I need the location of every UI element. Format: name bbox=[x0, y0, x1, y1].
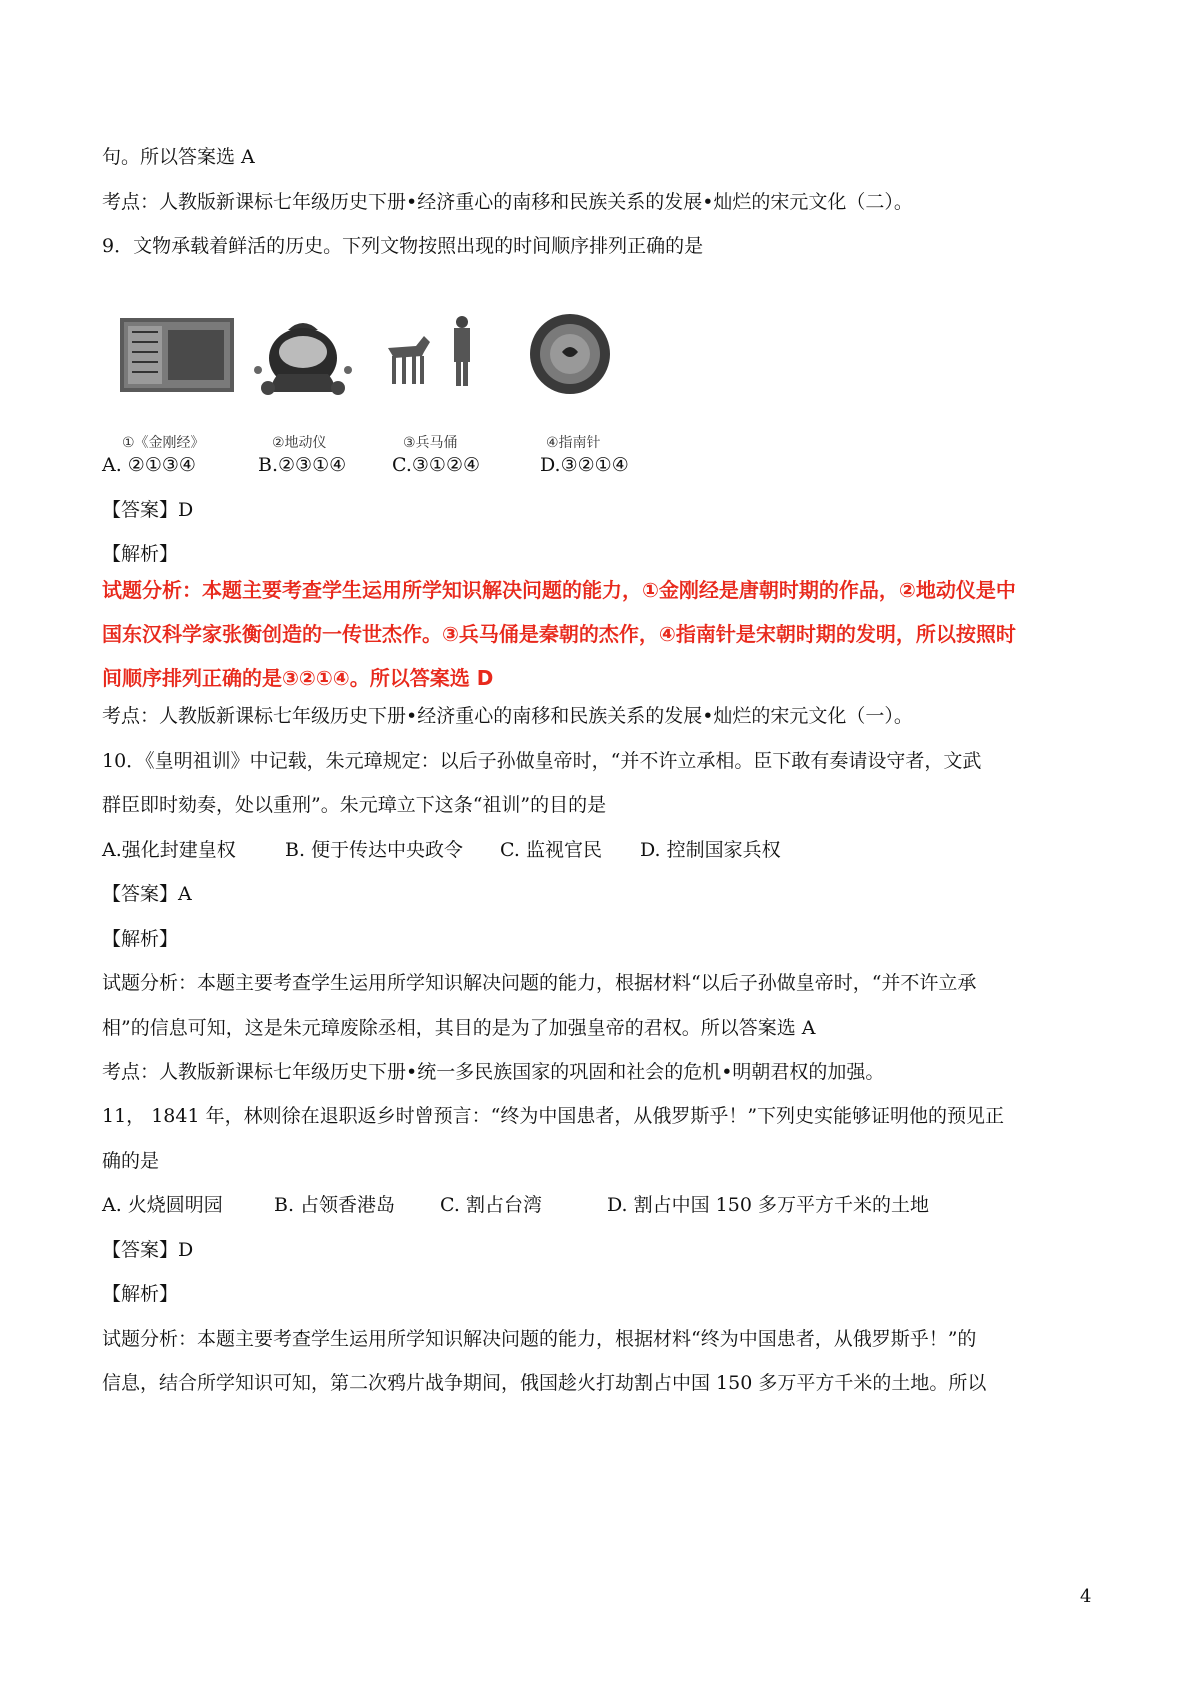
exam-point-10: 考点：人教版新课标七年级历史下册•统一多民族国家的巩固和社会的危机•明朝君权的加强。 bbox=[102, 1061, 885, 1083]
analysis-10-line-1: 试题分析：本题主要考查学生运用所学知识解决问题的能力，根据材料“以后子孙做皇帝时，“并不许立承 bbox=[102, 972, 977, 994]
question-11-line-2: 确的是 bbox=[102, 1150, 160, 1172]
question-11-line-1: 11， 1841 年，林则徐在退职返乡时曾预言：“终为中国患者，从俄罗斯乎！”下列史实能够证明他的预见正 bbox=[102, 1105, 1005, 1127]
option-10a: A.强化封建皇权 bbox=[102, 839, 236, 861]
seismograph-image bbox=[254, 323, 352, 395]
option-11d: D. 割占中国 150 多万平方千米的土地 bbox=[607, 1194, 929, 1216]
analysis-10-line-2: 相”的信息可知，这是朱元璋废除丞相，其目的是为了加强皇帝的君权。所以答案选 A bbox=[102, 1017, 816, 1039]
diamond-sutra-image bbox=[120, 318, 234, 392]
analysis-11-line-1: 试题分析：本题主要考查学生运用所学知识解决问题的能力，根据材料“终为中国患者，从俄罗斯乎！”的 bbox=[102, 1328, 977, 1350]
option-11c: C. 割占台湾 bbox=[440, 1194, 542, 1216]
option-10b: B. 便于传达中央政令 bbox=[285, 839, 464, 861]
text-line: 句。所以答案选 A bbox=[102, 146, 255, 168]
caption-compass: ④指南针 bbox=[546, 435, 601, 451]
terracotta-army-image bbox=[388, 316, 470, 386]
compass-image bbox=[530, 314, 610, 394]
option-11b: B. 占领香港岛 bbox=[274, 1194, 396, 1216]
option-9d: D.③②①④ bbox=[540, 454, 629, 476]
option-10d: D. 控制国家兵权 bbox=[640, 839, 781, 861]
analysis-11-line-2: 信息，结合所学知识可知，第二次鸦片战争期间，俄国趁火打劫割占中国 150 多万平方千米的土地。所以 bbox=[102, 1372, 987, 1394]
question-9: 9．文物承载着鲜活的历史。下列文物按照出现的时间顺序排列正确的是 bbox=[102, 235, 704, 257]
analysis-heading-10: 【解析】 bbox=[102, 928, 179, 950]
question-10-line-2: 群臣即时劾奏，处以重刑”。朱元璋立下这条“祖训”的目的是 bbox=[102, 794, 607, 816]
option-9b: B.②③①④ bbox=[258, 454, 347, 476]
analysis-9-line-2: 国东汉科学家张衡创造的一传世杰作。③兵马俑是秦朝的杰作，④指南针是宋朝时期的发明，所以按照时 bbox=[102, 622, 1016, 646]
answer-11: 【答案】D bbox=[102, 1239, 194, 1261]
exam-point-9: 考点：人教版新课标七年级历史下册•经济重心的南移和民族关系的发展•灿烂的宋元文化（一）。 bbox=[102, 705, 913, 727]
analysis-9-line-3: 间顺序排列正确的是③②①④。所以答案选 D bbox=[102, 666, 494, 690]
analysis-heading-11: 【解析】 bbox=[102, 1283, 179, 1305]
option-9c: C.③①②④ bbox=[392, 454, 481, 476]
option-10c: C. 监视官民 bbox=[500, 839, 602, 861]
analysis-heading-9: 【解析】 bbox=[102, 543, 179, 565]
option-11a: A. 火烧圆明园 bbox=[102, 1194, 223, 1216]
page-number: 4 bbox=[1080, 1586, 1092, 1607]
analysis-9-line-1: 试题分析：本题主要考查学生运用所学知识解决问题的能力，①金刚经是唐朝时期的作品，②地动仪是中 bbox=[102, 578, 1016, 602]
answer-9: 【答案】D bbox=[102, 499, 194, 521]
caption-seismograph: ②地动仪 bbox=[272, 435, 327, 451]
caption-terracotta: ③兵马俑 bbox=[403, 435, 458, 451]
exam-point: 考点：人教版新课标七年级历史下册•经济重心的南移和民族关系的发展•灿烂的宋元文化（二）。 bbox=[102, 191, 913, 213]
question-10-line-1: 10．《皇明祖训》中记载，朱元璋规定：以后子孙做皇帝时，“并不许立承相。臣下敢有奏请设守者，文武 bbox=[102, 750, 982, 772]
artifact-figure bbox=[118, 312, 678, 462]
answer-10: 【答案】A bbox=[102, 883, 192, 905]
caption-diamond-sutra: ①《金刚经》 bbox=[122, 435, 205, 451]
option-9a: A. ②①③④ bbox=[102, 454, 196, 476]
